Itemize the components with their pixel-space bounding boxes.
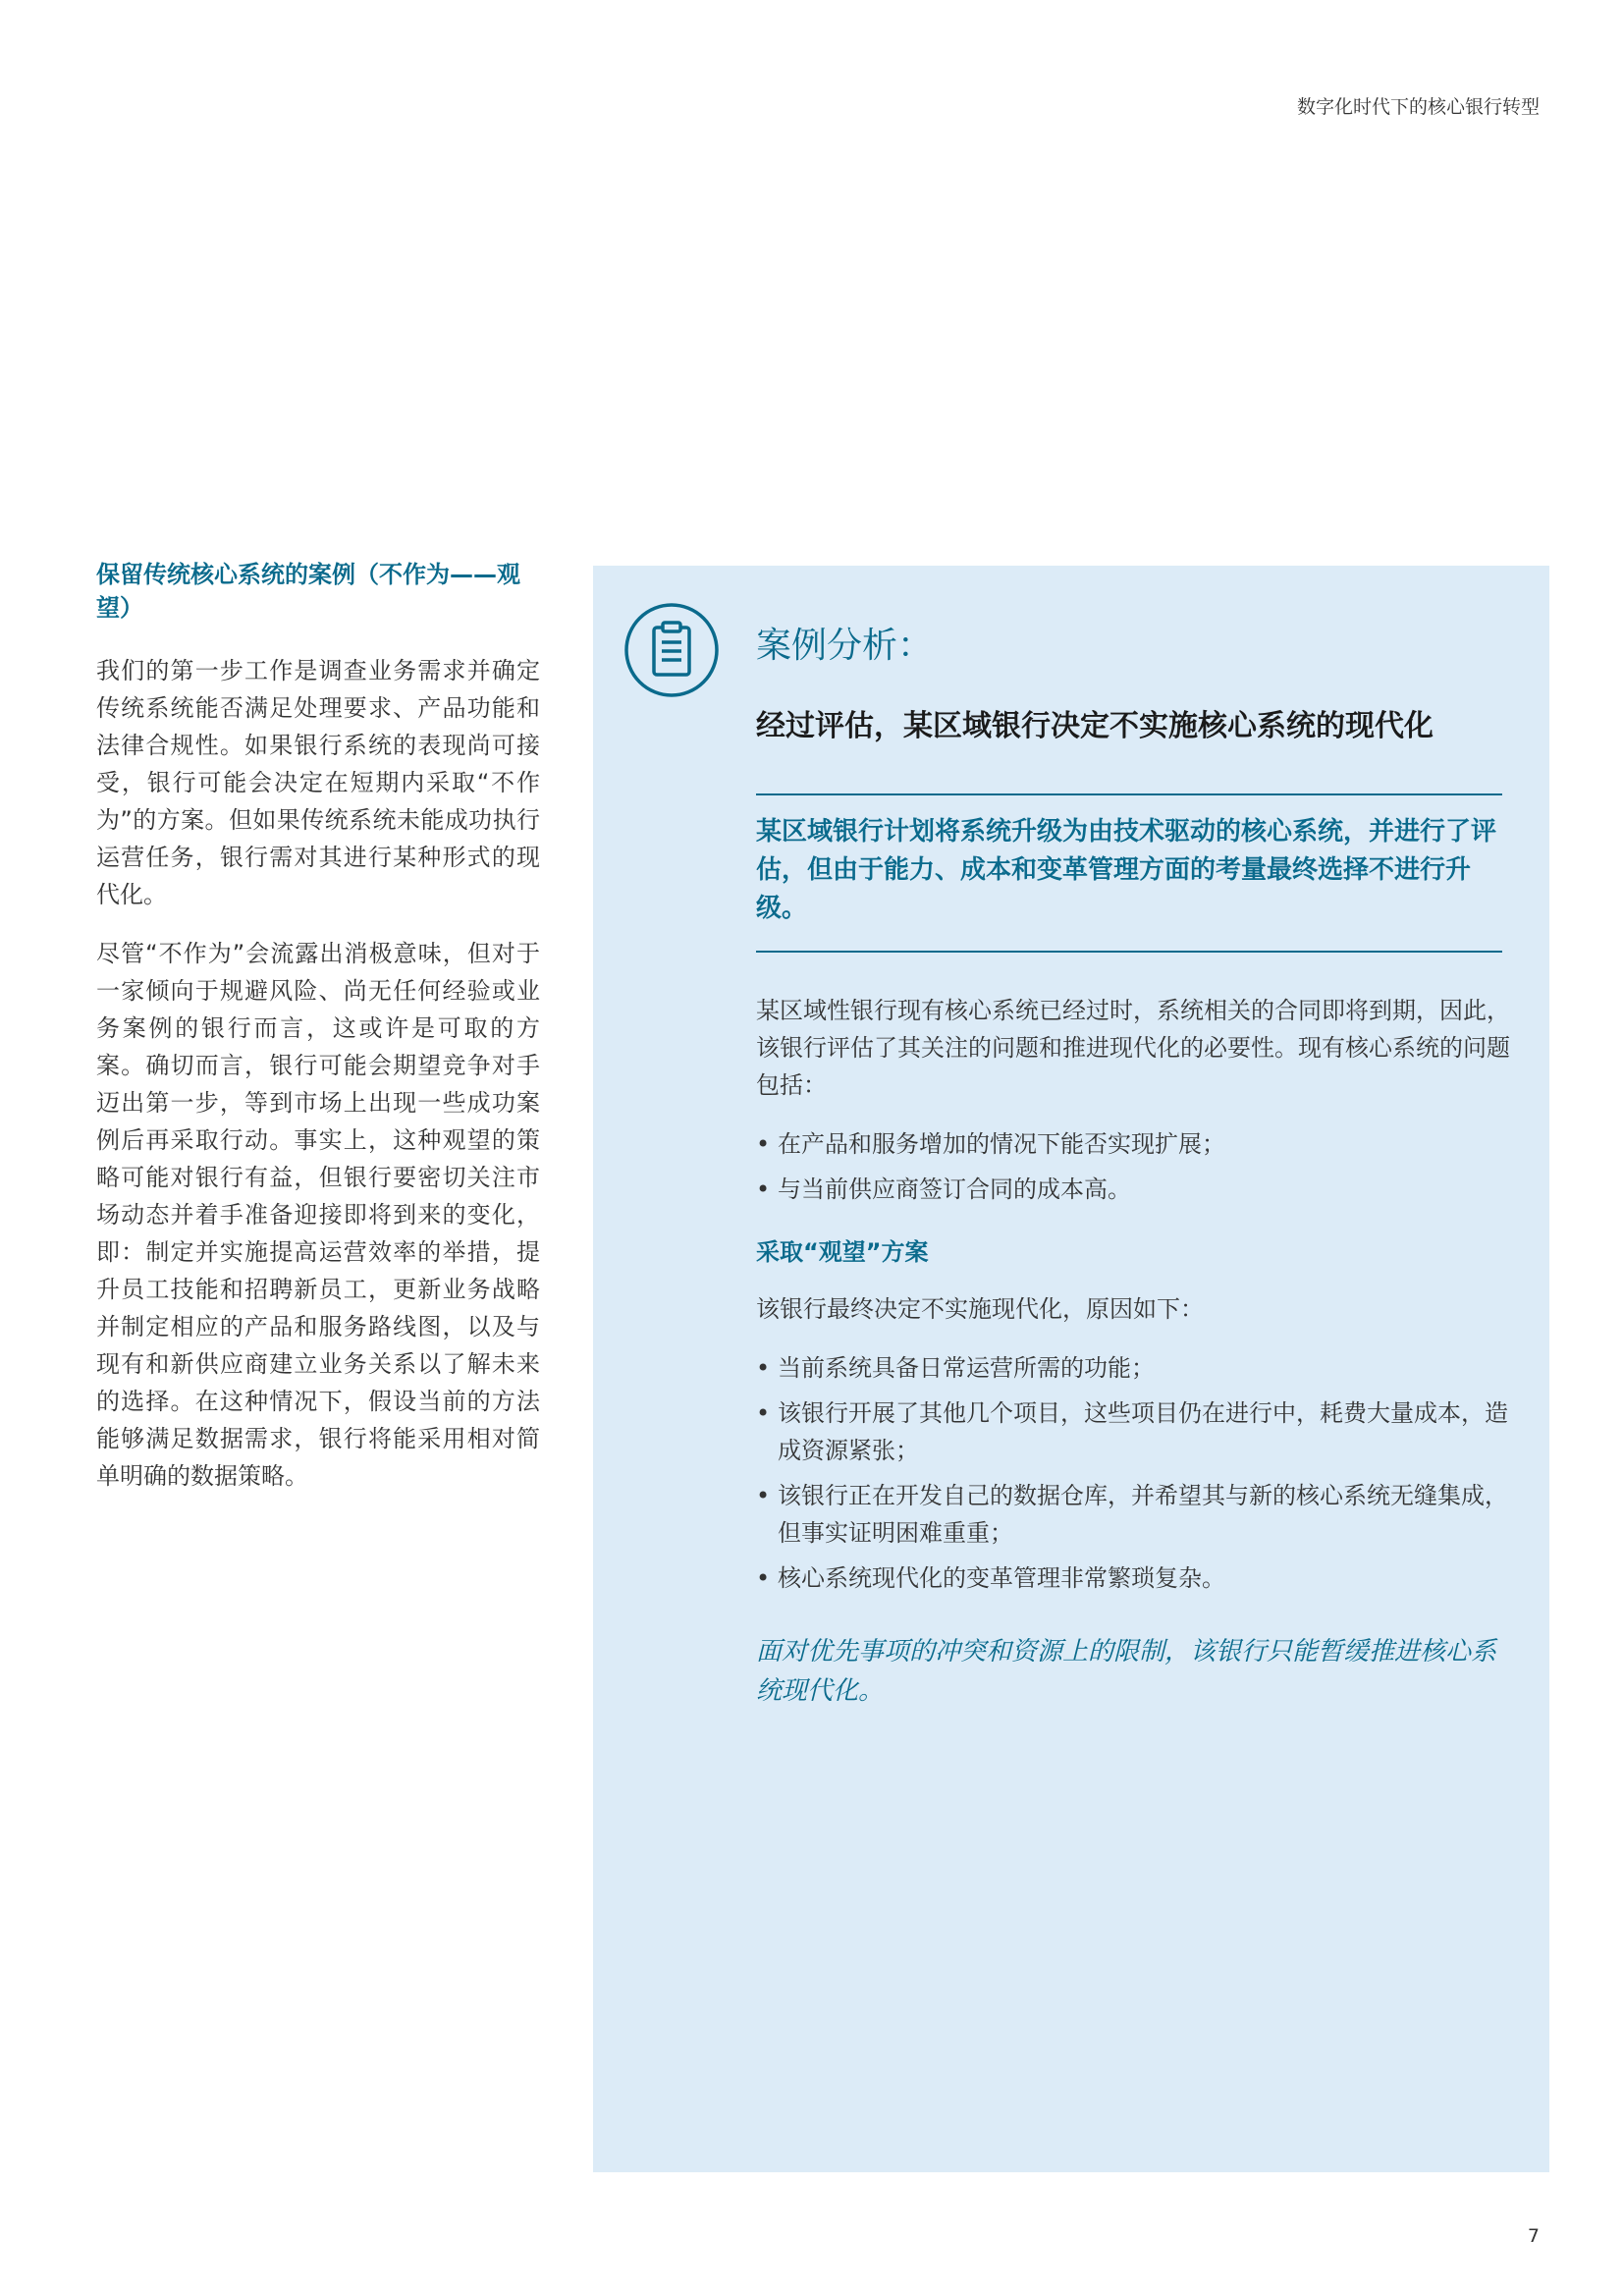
section-heading: 保留传统核心系统的案例（不作为——观望） bbox=[96, 561, 520, 622]
clipboard-icon bbox=[622, 601, 721, 699]
case-study-label: 案例分析： bbox=[756, 626, 934, 666]
reasons-list bbox=[756, 1349, 1512, 1597]
divider-bottom bbox=[756, 951, 1502, 953]
list-item: • 核心系统现代化的变革管理非常繁琐复杂。 bbox=[756, 1559, 1512, 1597]
case-study-panel bbox=[593, 566, 1549, 2172]
left-paragraph-2: 尽管“不作为”会流露出消极意味，但对于一家倾向于规避风险、尚无任何经验或业务案例的银行而言，这或许是可取的方案。确切而言，银行可能会期望竞争对手迈出第一步，等到市场上出现一些成功案例后再采取行动。事实上，这种观望的策略可能对银行有益，但银行要密切关注市场动态并着手准备迎接即将到来的变化，即：制定并实施提高运营效率的举措，提升员工技能和招聘新员工，更新业务战略并制定相应的产品和服务路线图，以及与现有和新供应商建立业务关系以了解未来的选择。在这种情况下，假设当前的方法能够满足数据需求，银行将能采用相对简单明确的数据策略。 bbox=[96, 940, 540, 1490]
case-conclusion: 面对优先事项的冲突和资源上的限制，该银行只能暂缓推进核心系统现代化。 bbox=[756, 1637, 1497, 1706]
list-item: • 该银行正在开发自己的数据仓库，并希望其与新的核心系统无缝集成，但事实证明困难重重； bbox=[756, 1477, 1512, 1552]
decision-subheading: 采取“观望”方案 bbox=[756, 1238, 929, 1266]
case-intro: 某区域性银行现有核心系统已经过时，系统相关的合同即将到期，因此，该银行评估了其关注的问题和推进现代化的必要性。现有核心系统的问题包括： bbox=[756, 997, 1510, 1099]
left-column bbox=[96, 558, 540, 1516]
list-item: • 当前系统具备日常运营所需的功能； bbox=[756, 1349, 1512, 1387]
issues-list bbox=[756, 1125, 1512, 1208]
decision-intro: 该银行最终决定不实施现代化，原因如下： bbox=[756, 1295, 1204, 1323]
list-item: • 与当前供应商签订合同的成本高。 bbox=[756, 1171, 1512, 1208]
case-study-summary: 某区域银行计划将系统升级为由技术驱动的核心系统，并进行了评估，但由于能力、成本和变革管理方面的考量最终选择不进行升级。 bbox=[756, 817, 1497, 923]
running-header: 数字化时代下的核心银行转型 bbox=[1296, 96, 1540, 118]
case-study-title: 经过评估，某区域银行决定不实施核心系统的现代化 bbox=[756, 709, 1434, 743]
list-item: • 在产品和服务增加的情况下能否实现扩展； bbox=[756, 1125, 1512, 1163]
case-study-body bbox=[756, 992, 1512, 1711]
divider-top bbox=[756, 793, 1502, 795]
page-number: 7 bbox=[1527, 2225, 1540, 2247]
list-item: • 该银行开展了其他几个项目，这些项目仍在进行中，耗费大量成本，造成资源紧张； bbox=[756, 1394, 1512, 1469]
left-paragraph-1: 我们的第一步工作是调查业务需求并确定传统系统能否满足处理要求、产品功能和法律合规性。如果银行系统的表现尚可接受，银行可能会决定在短期内采取“不作为”的方案。但如果传统系统未能成功执行运营任务，银行需对其进行某种形式的现代化。 bbox=[96, 657, 540, 908]
